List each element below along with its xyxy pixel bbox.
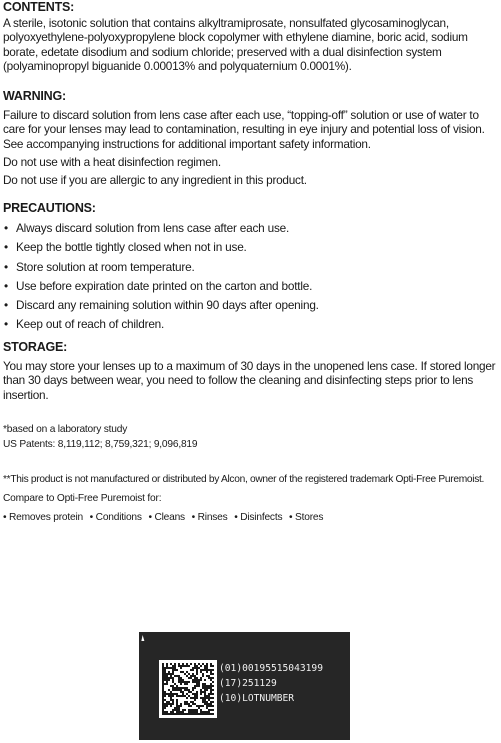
precaution-text: Discard any remaining solution within 90 days after opening.: [16, 298, 319, 313]
list-item: [3, 240, 499, 259]
allergy-note: Do not use if you are allergic to any ingredient in this product.: [3, 173, 307, 188]
precaution-text: Store solution at room temperature.: [16, 259, 195, 274]
warning-line: care for your lenses may lead to contamination, resulting in eye injury and potential loss of vision.: [3, 122, 485, 137]
storage-line: insertion.: [3, 387, 49, 402]
list-item: [3, 221, 499, 240]
storage-line: than 30 days between wear, you need to follow the cleaning and disinfecting steps prior to lens: [3, 373, 474, 388]
benefit-text: Cleans: [154, 512, 185, 523]
precaution-text: Keep out of reach of children.: [16, 317, 165, 332]
heat-disinfection-note: Do not use with a heat disinfection regimen.: [3, 154, 221, 169]
trademark-disclaimer: **This product is not manufactured or distributed by Alcon, owner of the registered trademark Opti-Free Puremoist.: [3, 474, 485, 485]
bullet-icon: •: [4, 240, 8, 255]
warning-section: [3, 89, 499, 187]
benefit-text: Rinses: [197, 512, 228, 523]
bullet-icon: •: [4, 278, 8, 293]
compare-benefits-list: [3, 511, 499, 524]
bullet-icon: •: [4, 298, 8, 313]
contents-line: (polyaminopropyl biguanide 0.00013% and polyquaternium 0.0001%).: [3, 58, 352, 73]
list-item: • Conditions: [89, 512, 142, 523]
benefit-text: Removes protein: [9, 512, 84, 523]
benefit-text: Stores: [295, 512, 324, 523]
footnotes-section: [3, 423, 499, 524]
contents-line: borate, edetate disodium and sodium chloride; preserved with a dual disinfection system: [3, 44, 442, 59]
precautions-heading: PRECAUTIONS:: [3, 201, 96, 215]
warning-line: Failure to discard solution from lens case after each use, “topping-off” solution or use of water to: [3, 108, 479, 122]
list-item: [3, 260, 499, 279]
bullet-icon: •: [4, 317, 8, 332]
list-item: • Removes protein: [3, 512, 84, 523]
precautions-section: [3, 201, 499, 337]
patents-line: US Patents: 8,119,112; 8,759,321; 9,096,819: [3, 439, 198, 450]
expiry-code: (17)251129: [219, 678, 277, 690]
warning-heading: WARNING:: [3, 89, 66, 103]
storage-heading: STORAGE:: [3, 340, 68, 354]
benefit-text: Conditions: [95, 512, 142, 523]
list-item: • Stores: [289, 512, 324, 523]
compare-line: Compare to Opti-Free Puremoist for:: [3, 493, 162, 504]
precautions-list: [3, 221, 499, 337]
storage-section: [3, 340, 499, 402]
gtin-code: (01)00195515043199: [219, 663, 323, 674]
bullet-icon: •: [4, 221, 8, 235]
datamatrix-barcode-icon: [159, 660, 217, 718]
benefit-text: Disinfects: [240, 512, 283, 523]
precaution-text: Always discard solution from lens case after each use.: [16, 221, 290, 235]
lab-study-footnote: *based on a laboratory study: [3, 424, 128, 435]
storage-line: You may store your lenses up to a maximum of 30 days in the unopened lens case. If stored longer: [3, 359, 496, 373]
bullet-icon: •: [4, 259, 8, 274]
barcode-label: [139, 632, 350, 740]
list-item: [3, 279, 499, 298]
contents-section: [3, 0, 499, 73]
list-item: • Disinfects: [234, 512, 283, 523]
contents-heading: CONTENTS:: [3, 0, 75, 14]
udi-codes: [219, 661, 323, 707]
lot-code: (10)LOTNUMBER: [219, 693, 295, 705]
precaution-text: Use before expiration date printed on the carton and bottle.: [16, 278, 313, 293]
list-item: [3, 298, 499, 317]
warning-line: See accompanying instructions for additional important safety information.: [3, 136, 371, 151]
contents-line: A sterile, isotonic solution that contains alkyltramiprosate, nonsulfated glycosaminoglycan,: [3, 16, 449, 30]
list-item: [3, 317, 499, 336]
list-item: • Rinses: [191, 512, 228, 523]
contents-line: polyoxyethylene-polyoxypropylene block copolymer with ethylene diamine, boric acid, sodium: [3, 30, 468, 45]
precaution-text: Keep the bottle tightly closed when not in use.: [16, 240, 247, 255]
list-item: • Cleans: [148, 512, 185, 523]
corner-mark-icon: [141, 635, 145, 641]
